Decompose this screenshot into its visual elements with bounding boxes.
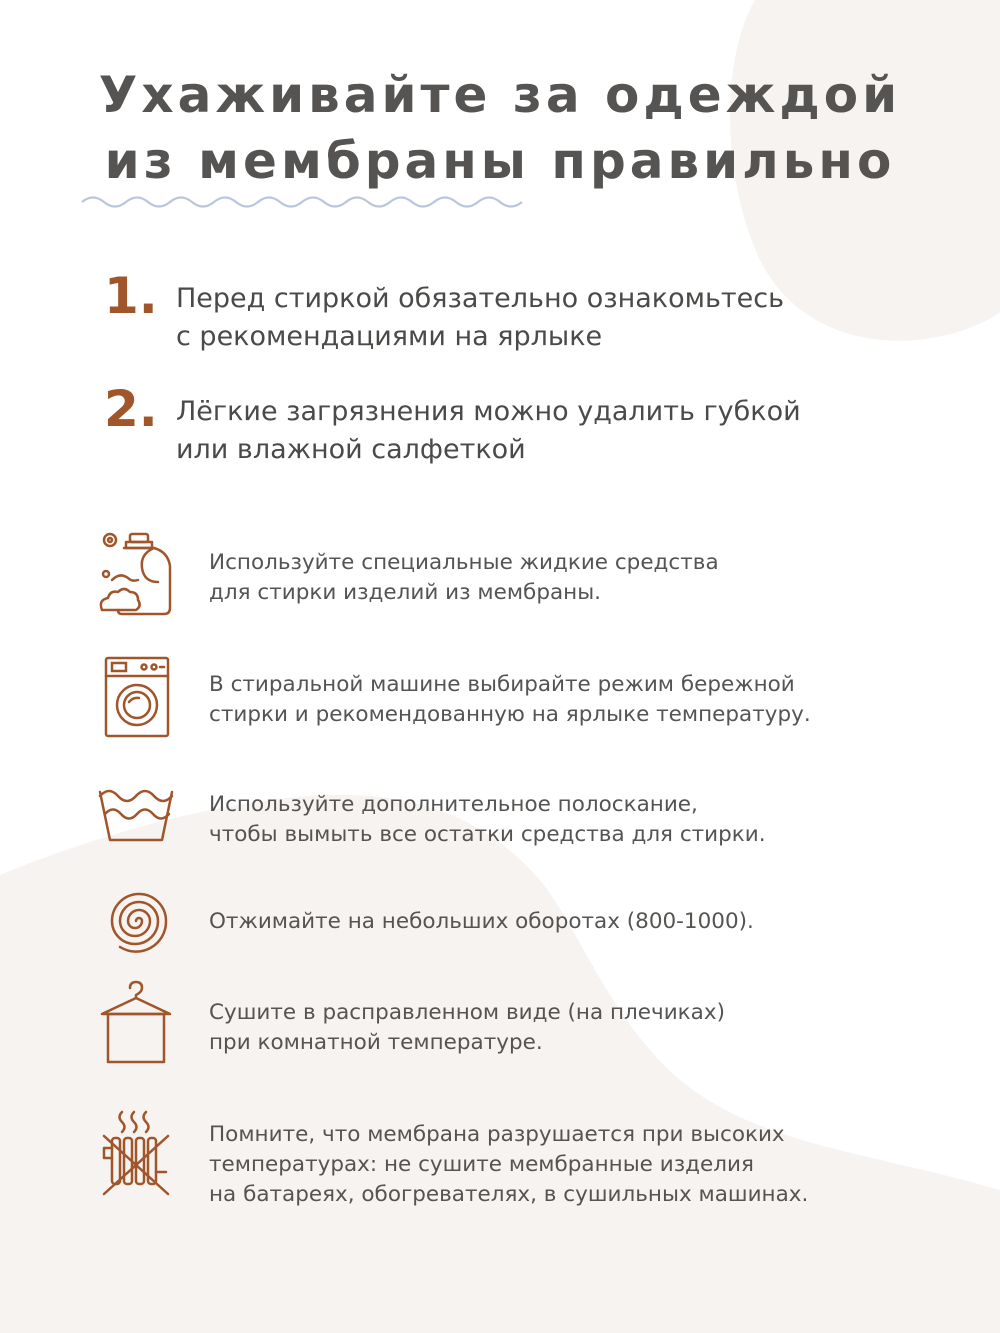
step-text-line: Лёгкие загрязнения можно удалить губкой bbox=[176, 396, 801, 427]
rinse-basin-icon bbox=[96, 770, 176, 860]
step-text-line: или влажной салфеткой bbox=[176, 434, 526, 465]
tip-text-line: для стирки изделий из мембраны. bbox=[209, 580, 602, 605]
tip-text-line: стирки и рекомендованную на ярлыке температуру. bbox=[209, 702, 811, 727]
detergent-bottle-icon bbox=[96, 528, 176, 618]
tip-text bbox=[209, 548, 969, 608]
step-number: 2. bbox=[104, 380, 158, 438]
step-text bbox=[176, 393, 966, 469]
tip-text-line: чтобы вымыть все остатки средства для стирки. bbox=[209, 822, 766, 847]
tip-text bbox=[209, 998, 969, 1058]
no-radiator-icon bbox=[96, 1108, 176, 1198]
tip-text-line: Сушите в расправленном виде (на плечиках) bbox=[209, 1000, 725, 1025]
tip-text-line: Используйте дополнительное полоскание, bbox=[209, 792, 698, 817]
title-line-1: Ухаживайте за одеждой bbox=[98, 66, 902, 124]
step-text bbox=[176, 280, 966, 356]
tip-text bbox=[209, 907, 969, 937]
tip-text bbox=[209, 1120, 969, 1210]
step-number: 1. bbox=[104, 267, 158, 325]
tip-text-line: Отжимайте на небольших оборотах (800-1000). bbox=[209, 909, 754, 934]
tip-text-line: на батареях, обогревателях, в сушильных машинах. bbox=[209, 1182, 809, 1207]
hanger-icon bbox=[96, 978, 176, 1068]
tip-text-line: Используйте специальные жидкие средства bbox=[209, 550, 719, 575]
tip-text-line: В стиральной машине выбирайте режим бережной bbox=[209, 672, 795, 697]
tip-text-line: при комнатной температуре. bbox=[209, 1030, 543, 1055]
title-line-2: из мембраны правильно bbox=[104, 132, 896, 190]
washing-machine-icon bbox=[96, 650, 176, 740]
step-text-line: Перед стиркой обязательно ознакомьтесь bbox=[176, 283, 784, 314]
page-title bbox=[0, 62, 1000, 194]
spin-spiral-icon bbox=[96, 875, 176, 965]
tip-text-line: Помните, что мембрана разрушается при высоких bbox=[209, 1122, 785, 1147]
tip-text bbox=[209, 670, 969, 730]
step-text-line: с рекомендациями на ярлыке bbox=[176, 321, 603, 352]
tip-text bbox=[209, 790, 969, 850]
decorative-wave bbox=[80, 190, 530, 212]
tip-text-line: температурах: не сушите мембранные изделия bbox=[209, 1152, 754, 1177]
